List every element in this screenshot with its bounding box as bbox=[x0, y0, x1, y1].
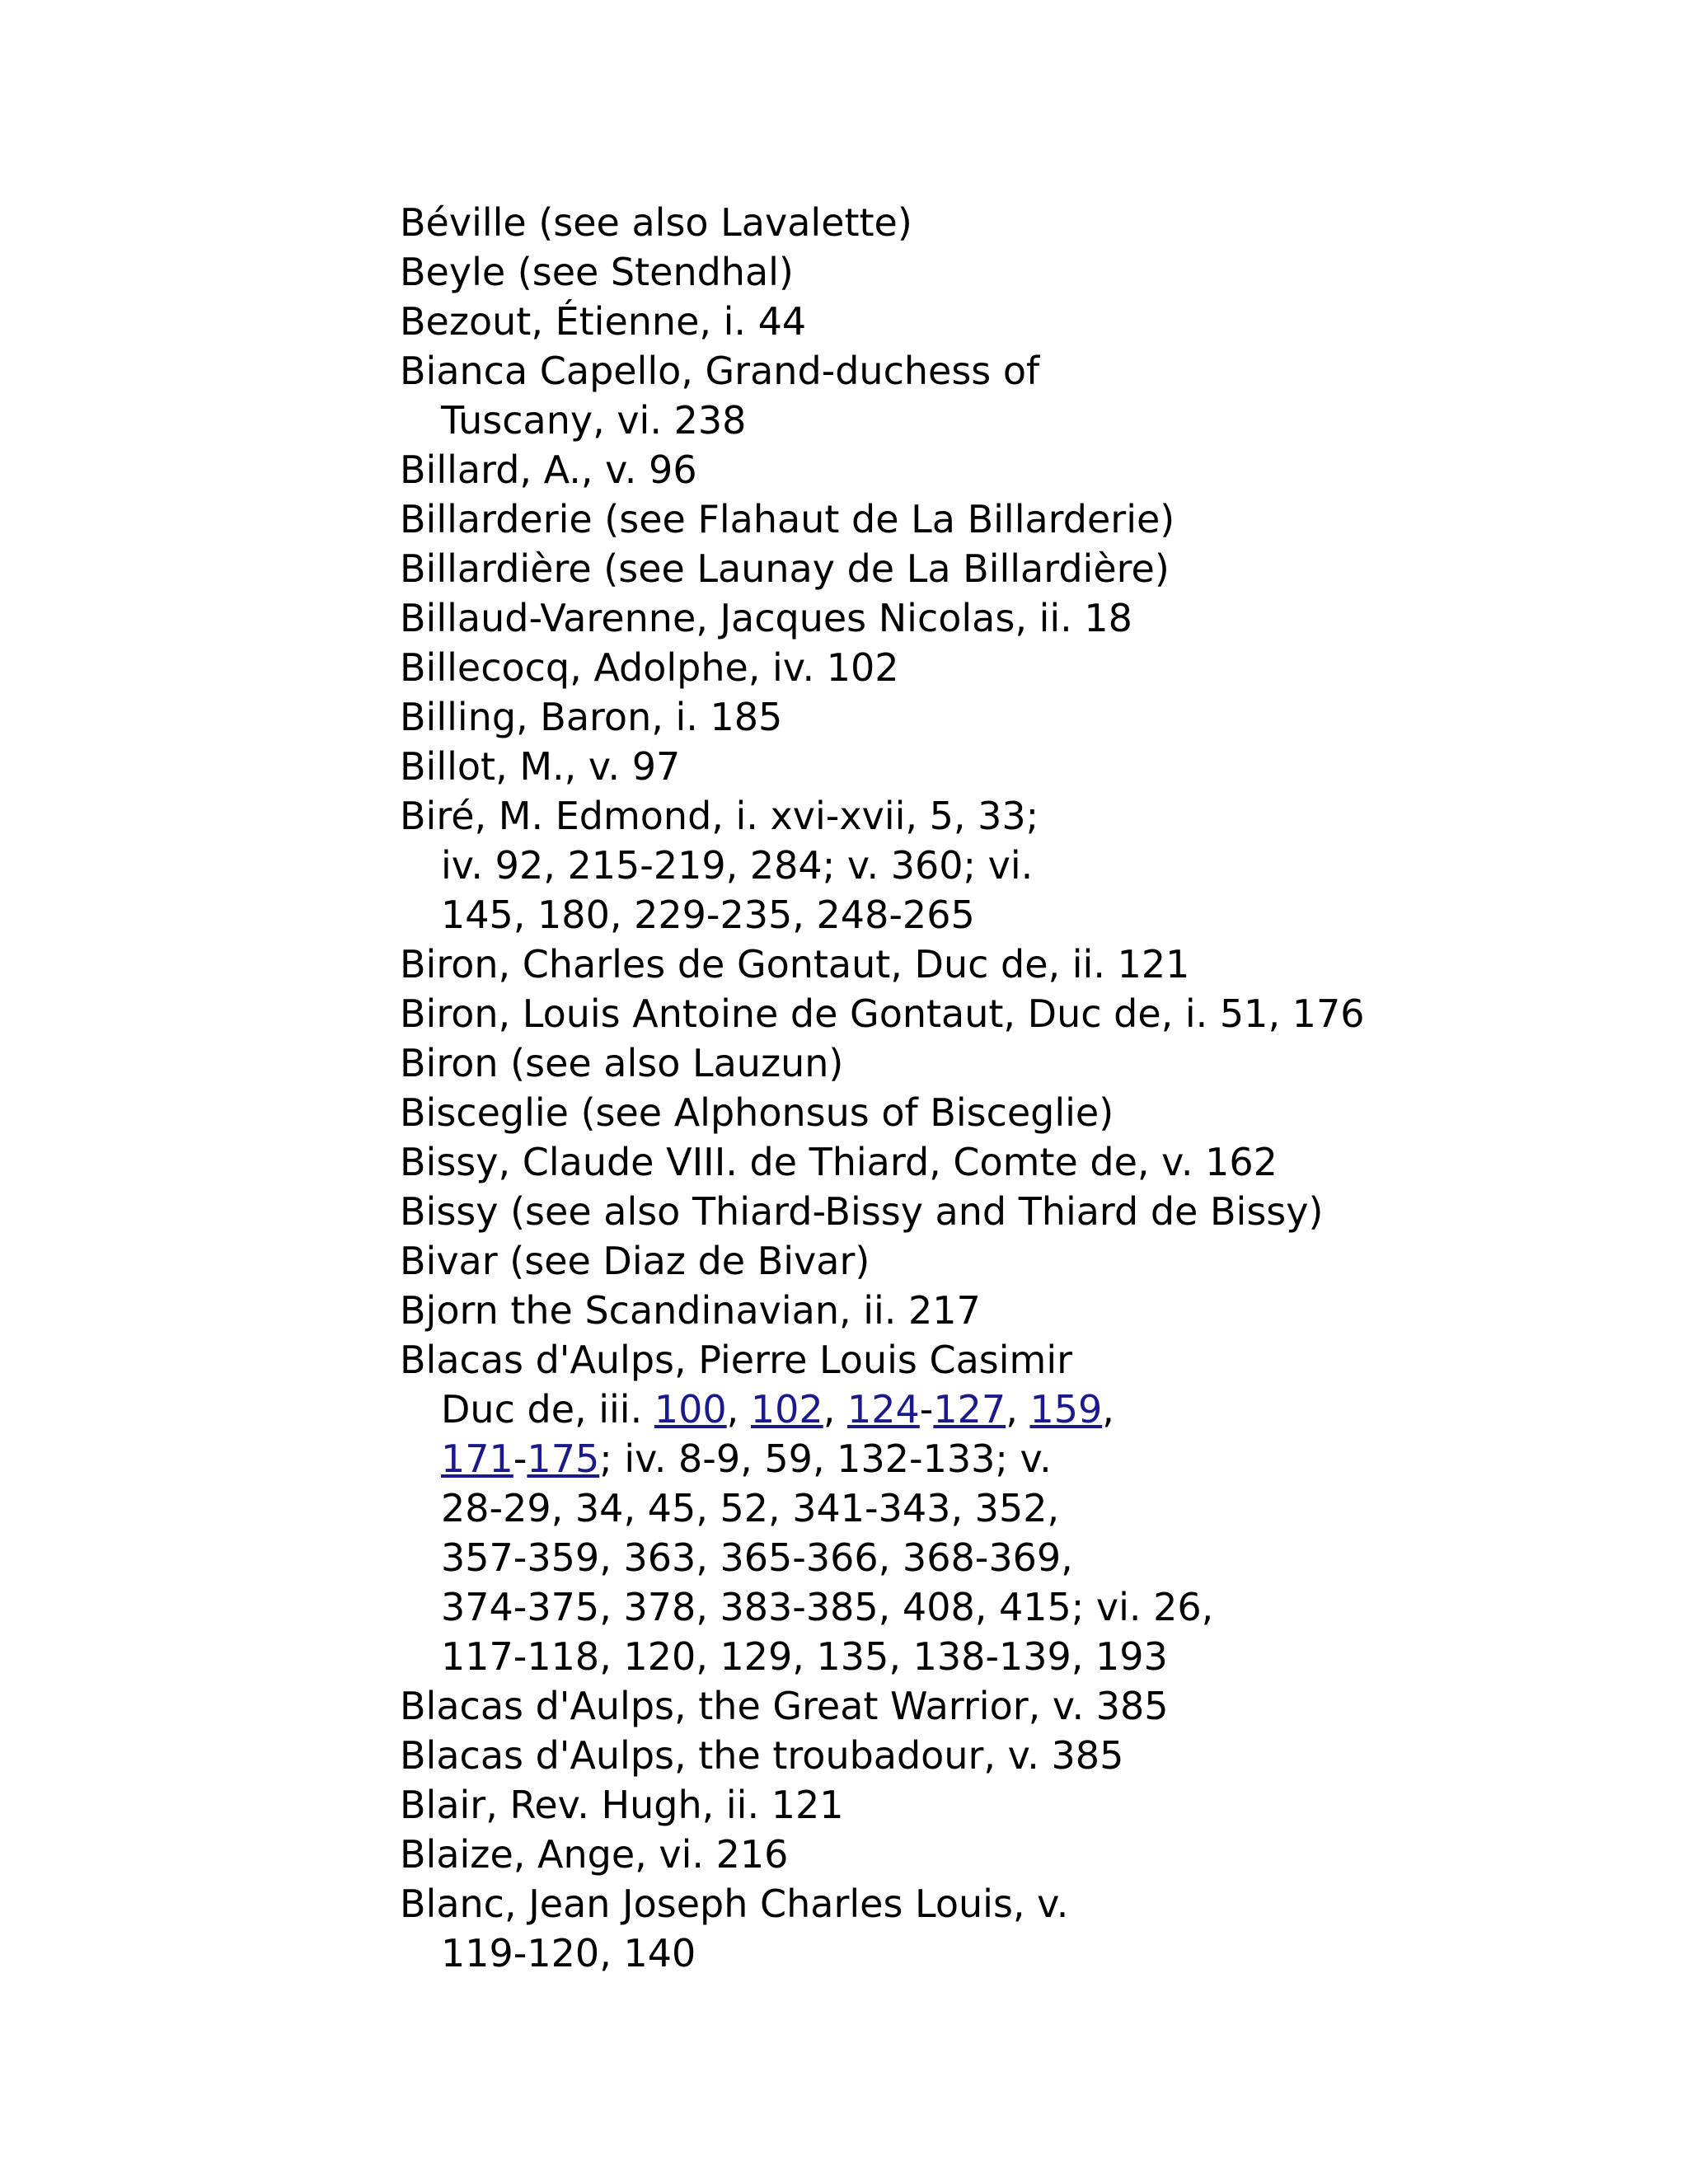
index-entry: Bisceglie (see Alphonsus of Bisceglie) bbox=[400, 1090, 1114, 1135]
index-entry: Bianca Capello, Grand-duchess of bbox=[400, 349, 1040, 393]
index-entry: Billardière (see Launay de La Billardière) bbox=[400, 546, 1170, 591]
text-fragment: - bbox=[919, 1387, 934, 1432]
text-fragment: - bbox=[513, 1436, 528, 1481]
index-entry: Blacas d'Aulps, Pierre Louis Casimir bbox=[400, 1338, 1073, 1382]
index-entry-continuation: 117-118, 120, 129, 135, 138-139, 193 bbox=[441, 1634, 1168, 1679]
index-entry-continuation: 145, 180, 229-235, 248-265 bbox=[441, 893, 975, 937]
page-link-171[interactable]: 171 bbox=[441, 1436, 513, 1481]
index-entry-continuation-links bbox=[400, 1434, 1636, 1483]
index-entry: Bezout, Étienne, i. 44 bbox=[400, 299, 807, 344]
index-entry-continuation: 374-375, 378, 383-385, 408, 415; vi. 26, bbox=[441, 1585, 1214, 1629]
index-entry-continuation: 357-359, 363, 365-366, 368-369, bbox=[441, 1535, 1073, 1580]
page-link-175[interactable]: 175 bbox=[527, 1436, 600, 1481]
page-link-100[interactable]: 100 bbox=[654, 1387, 727, 1432]
index-entry-continuation: iv. 92, 215-219, 284; v. 360; vi. bbox=[441, 843, 1034, 888]
text-fragment: , bbox=[823, 1387, 847, 1432]
index-entry: Billarderie (see Flahaut de La Billarderie) bbox=[400, 497, 1175, 541]
index-entry-continuation: Tuscany, vi. 238 bbox=[441, 398, 747, 443]
index-entry: Bivar (see Diaz de Bivar) bbox=[400, 1239, 870, 1283]
index-entry: Bissy (see also Thiard-Bissy and Thiard de Bissy) bbox=[400, 1189, 1324, 1234]
text-fragment: , bbox=[1102, 1387, 1114, 1432]
page-link-124[interactable]: 124 bbox=[846, 1387, 920, 1432]
index-entry: Blaize, Ange, vi. 216 bbox=[400, 1832, 789, 1877]
index-entry: Biron, Charles de Gontaut, Duc de, ii. 121 bbox=[400, 942, 1190, 987]
index-entry-continuation: 28-29, 34, 45, 52, 341-343, 352, bbox=[441, 1486, 1060, 1530]
index-entry: Billard, A., v. 96 bbox=[400, 448, 697, 492]
page-link-127[interactable]: 127 bbox=[933, 1387, 1006, 1432]
index-entry: Billecocq, Adolphe, iv. 102 bbox=[400, 645, 899, 690]
index-entry: Blanc, Jean Joseph Charles Louis, v. bbox=[400, 1882, 1069, 1926]
index-entry: Blacas d'Aulps, the Great Warrior, v. 385 bbox=[400, 1684, 1169, 1728]
index-entry: Bjorn the Scandinavian, ii. 217 bbox=[400, 1288, 981, 1333]
text-fragment: ; iv. 8-9, 59, 132-133; v. bbox=[599, 1436, 1052, 1481]
index-entry: Billing, Baron, i. 185 bbox=[400, 695, 783, 739]
index-entry: Biré, M. Edmond, i. xvi-xvii, 5, 33; bbox=[400, 794, 1039, 838]
index-entry: Biron, Louis Antoine de Gontaut, Duc de, i. 51, 176 bbox=[400, 991, 1365, 1036]
index-entry-continuation: 119-120, 140 bbox=[441, 1931, 696, 1975]
page-link-102[interactable]: 102 bbox=[750, 1387, 823, 1432]
index-entry: Billaud-Varenne, Jacques Nicolas, ii. 18 bbox=[400, 596, 1132, 640]
index-entry: Béville (see also Lavalette) bbox=[400, 200, 912, 245]
index-page bbox=[400, 198, 1636, 1978]
index-entry: Biron (see also Lauzun) bbox=[400, 1041, 844, 1085]
text-fragment: Duc de, iii. bbox=[441, 1387, 654, 1432]
index-entry-continuation-links bbox=[400, 1385, 1636, 1434]
index-entry: Blacas d'Aulps, the troubadour, v. 385 bbox=[400, 1733, 1124, 1778]
index-entry: Blair, Rev. Hugh, ii. 121 bbox=[400, 1783, 844, 1827]
text-fragment: , bbox=[1006, 1387, 1030, 1432]
index-entry: Bissy, Claude VIII. de Thiard, Comte de, v. 162 bbox=[400, 1140, 1278, 1184]
index-entry: Billot, M., v. 97 bbox=[400, 744, 681, 789]
page-link-159[interactable]: 159 bbox=[1029, 1387, 1103, 1432]
text-fragment: , bbox=[726, 1387, 751, 1432]
index-entry: Beyle (see Stendhal) bbox=[400, 250, 794, 294]
